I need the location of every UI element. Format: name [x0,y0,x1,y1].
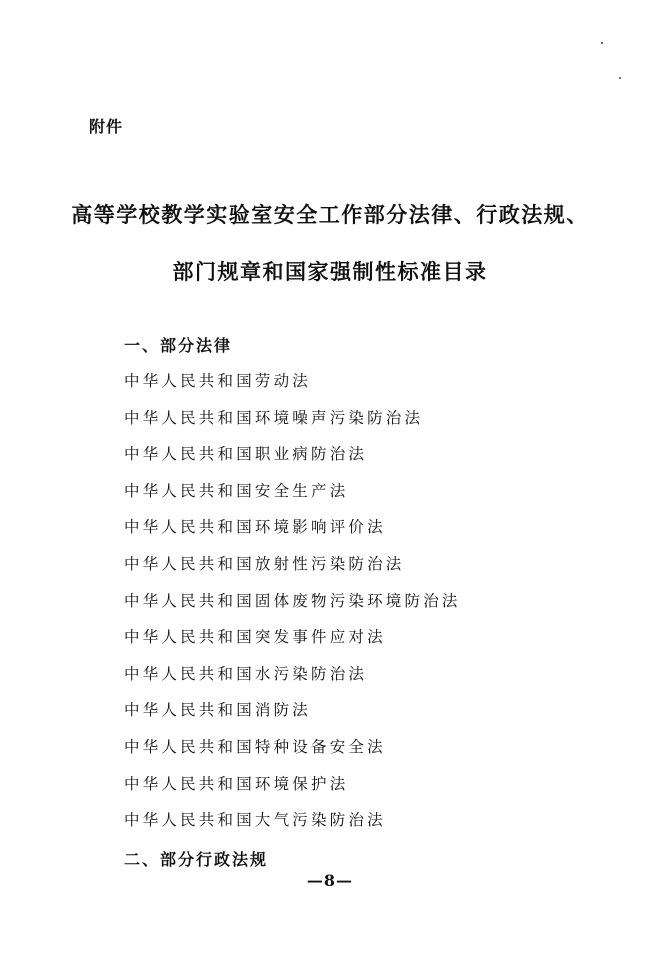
list-item: 中华人民共和国突发事件应对法 [124,628,386,647]
list-item: 中华人民共和国水污染防治法 [124,664,368,683]
list-item: 中华人民共和国环境保护法 [124,774,349,793]
list-item: 中华人民共和国安全生产法 [124,481,349,500]
list-item: 中华人民共和国消防法 [124,701,312,720]
list-item: 中华人民共和国环境噪声污染防治法 [124,408,424,427]
attachment-label: 附件 [89,117,124,136]
law-list [124,370,461,846]
section-heading-laws: 一、部分法律 [124,336,233,355]
list-item: 中华人民共和国固体废物污染环境防治法 [124,591,461,610]
document-title-line-2: 部门规章和国家强制性标准目录 [172,260,488,284]
list-item: 中华人民共和国职业病防治法 [124,445,368,464]
list-item: 中华人民共和国劳动法 [124,372,312,390]
page-number: —8— [306,871,354,890]
scan-speck [619,77,621,79]
list-item: 中华人民共和国大气污染防治法 [124,811,386,830]
list-item: 中华人民共和国特种设备安全法 [124,737,386,756]
list-item: 中华人民共和国环境影响评价法 [124,518,386,537]
scan-speck [601,42,603,44]
document-title-line-1: 高等学校教学实验室安全工作部分法律、行政法规、 [71,203,589,227]
section-heading-administrative-regulations: 二、部分行政法规 [124,850,269,869]
list-item: 中华人民共和国放射性污染防治法 [124,554,405,573]
